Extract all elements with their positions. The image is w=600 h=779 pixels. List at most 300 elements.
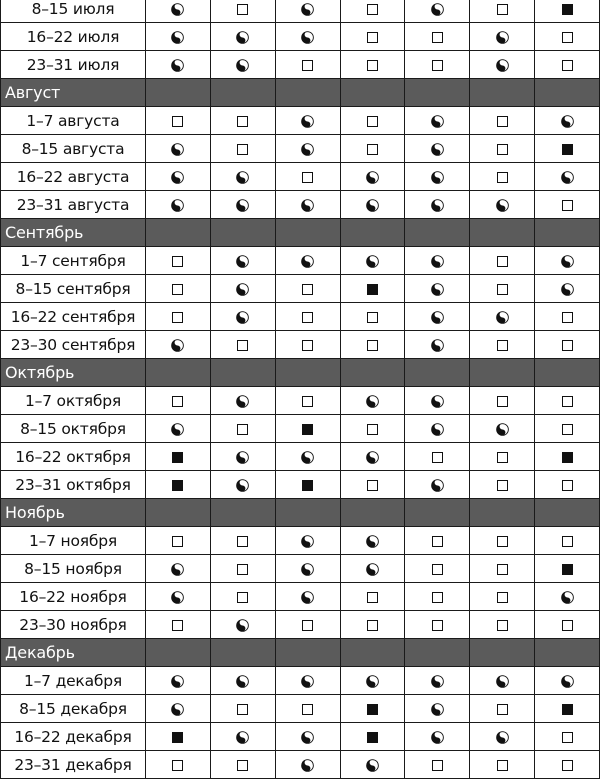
month-header-cell — [470, 499, 535, 527]
table-cell — [146, 751, 211, 779]
date-range-label: 8–15 декабря — [1, 695, 146, 723]
table-row — [1, 555, 600, 583]
table-row — [1, 527, 600, 555]
empty-square-icon — [172, 536, 183, 547]
table-cell — [340, 667, 405, 695]
month-header-cell — [340, 79, 405, 107]
yin-yang-icon — [236, 255, 249, 268]
table-cell — [210, 611, 275, 639]
table-cell — [210, 415, 275, 443]
empty-square-icon — [367, 144, 378, 155]
table-cell — [340, 135, 405, 163]
table-cell — [340, 583, 405, 611]
yin-yang-icon — [171, 3, 184, 16]
table-cell — [405, 191, 470, 219]
empty-square-icon — [302, 60, 313, 71]
month-header-row — [1, 79, 600, 107]
table-cell — [405, 387, 470, 415]
month-header-cell — [470, 639, 535, 667]
table-cell — [405, 0, 470, 23]
yin-yang-icon — [431, 115, 444, 128]
yin-yang-icon — [496, 675, 509, 688]
month-header-cell — [210, 219, 275, 247]
table-cell — [470, 443, 535, 471]
yin-yang-icon — [431, 423, 444, 436]
table-cell — [210, 23, 275, 51]
table-cell — [470, 247, 535, 275]
month-header-cell — [275, 499, 340, 527]
yin-yang-icon — [496, 199, 509, 212]
month-header-cell — [405, 359, 470, 387]
yin-yang-icon — [431, 199, 444, 212]
yin-yang-icon — [366, 535, 379, 548]
yin-yang-icon — [561, 675, 574, 688]
table-cell — [535, 275, 600, 303]
table-cell — [405, 555, 470, 583]
yin-yang-icon — [236, 311, 249, 324]
table-cell — [275, 443, 340, 471]
table-row — [1, 387, 600, 415]
month-header-cell — [146, 219, 211, 247]
table-cell — [470, 695, 535, 723]
table-cell — [405, 471, 470, 499]
yin-yang-icon — [496, 731, 509, 744]
table-cell — [275, 23, 340, 51]
table-cell — [146, 611, 211, 639]
table-cell — [535, 555, 600, 583]
table-cell — [146, 331, 211, 359]
table-cell — [535, 415, 600, 443]
table-cell — [146, 303, 211, 331]
table-cell — [470, 163, 535, 191]
table-cell — [146, 387, 211, 415]
table-cell — [210, 331, 275, 359]
table-cell — [405, 247, 470, 275]
month-header-cell — [275, 359, 340, 387]
empty-square-icon — [367, 620, 378, 631]
empty-square-icon — [172, 760, 183, 771]
date-range-label: 1–7 ноября — [1, 527, 146, 555]
table-cell — [146, 415, 211, 443]
yin-yang-icon — [171, 31, 184, 44]
table-cell — [405, 583, 470, 611]
month-header-row — [1, 219, 600, 247]
yin-yang-icon — [496, 59, 509, 72]
filled-square-icon — [562, 564, 573, 575]
table-cell — [210, 303, 275, 331]
table-cell — [146, 107, 211, 135]
month-header-cell — [470, 359, 535, 387]
filled-square-icon — [367, 704, 378, 715]
table-cell — [275, 191, 340, 219]
table-cell — [146, 0, 211, 23]
table-cell — [470, 527, 535, 555]
month-header-cell — [210, 359, 275, 387]
table-row — [1, 443, 600, 471]
table-cell — [146, 443, 211, 471]
table-cell — [275, 387, 340, 415]
yin-yang-icon — [236, 31, 249, 44]
date-range-label: 16–22 июля — [1, 23, 146, 51]
table-cell — [340, 163, 405, 191]
filled-square-icon — [562, 144, 573, 155]
yin-yang-icon — [171, 703, 184, 716]
empty-square-icon — [237, 144, 248, 155]
table-cell — [146, 163, 211, 191]
table-cell — [470, 191, 535, 219]
table-row — [1, 51, 600, 79]
month-label: Октябрь — [1, 359, 146, 387]
yin-yang-icon — [561, 591, 574, 604]
empty-square-icon — [237, 564, 248, 575]
yin-yang-icon — [236, 199, 249, 212]
date-range-label: 16–22 декабря — [1, 723, 146, 751]
table-cell — [210, 247, 275, 275]
table-cell — [275, 247, 340, 275]
table-cell — [535, 107, 600, 135]
month-header-row — [1, 359, 600, 387]
empty-square-icon — [497, 480, 508, 491]
table-cell — [535, 387, 600, 415]
table-cell — [535, 611, 600, 639]
yin-yang-icon — [431, 479, 444, 492]
empty-square-icon — [432, 452, 443, 463]
yin-yang-icon — [171, 171, 184, 184]
yin-yang-icon — [366, 199, 379, 212]
table-row — [1, 107, 600, 135]
empty-square-icon — [302, 284, 313, 295]
table-cell — [470, 23, 535, 51]
table-row — [1, 471, 600, 499]
yin-yang-icon — [366, 563, 379, 576]
yin-yang-icon — [301, 675, 314, 688]
yin-yang-icon — [301, 759, 314, 772]
table-cell — [340, 0, 405, 23]
table-cell — [340, 695, 405, 723]
empty-square-icon — [562, 60, 573, 71]
empty-square-icon — [562, 760, 573, 771]
month-header-cell — [470, 219, 535, 247]
month-label: Декабрь — [1, 639, 146, 667]
yin-yang-icon — [431, 339, 444, 352]
calendar-table-body — [1, 0, 600, 779]
month-header-cell — [405, 499, 470, 527]
table-cell — [146, 555, 211, 583]
table-cell — [340, 51, 405, 79]
table-row — [1, 247, 600, 275]
empty-square-icon — [172, 396, 183, 407]
yin-yang-icon — [301, 591, 314, 604]
date-range-label: 23–30 ноября — [1, 611, 146, 639]
date-range-label: 23–31 июля — [1, 51, 146, 79]
yin-yang-icon — [431, 3, 444, 16]
table-row — [1, 723, 600, 751]
yin-yang-icon — [301, 115, 314, 128]
table-cell — [275, 611, 340, 639]
yin-yang-icon — [301, 535, 314, 548]
empty-square-icon — [497, 536, 508, 547]
empty-square-icon — [237, 116, 248, 127]
table-cell — [535, 527, 600, 555]
table-cell — [210, 51, 275, 79]
table-cell — [340, 751, 405, 779]
yin-yang-icon — [171, 675, 184, 688]
empty-square-icon — [497, 172, 508, 183]
empty-square-icon — [237, 4, 248, 15]
table-cell — [210, 443, 275, 471]
yin-yang-icon — [301, 143, 314, 156]
table-row — [1, 23, 600, 51]
empty-square-icon — [432, 536, 443, 547]
yin-yang-icon — [366, 171, 379, 184]
empty-square-icon — [497, 144, 508, 155]
table-cell — [405, 331, 470, 359]
table-cell — [340, 247, 405, 275]
yin-yang-icon — [236, 675, 249, 688]
table-cell — [405, 723, 470, 751]
month-header-cell — [340, 219, 405, 247]
table-cell — [405, 23, 470, 51]
month-header-cell — [275, 79, 340, 107]
table-row — [1, 583, 600, 611]
empty-square-icon — [497, 592, 508, 603]
yin-yang-icon — [366, 675, 379, 688]
date-range-label: 23–30 сентября — [1, 331, 146, 359]
empty-square-icon — [302, 312, 313, 323]
table-cell — [210, 723, 275, 751]
table-cell — [146, 23, 211, 51]
table-cell — [275, 275, 340, 303]
yin-yang-icon — [301, 563, 314, 576]
table-cell — [405, 443, 470, 471]
table-cell — [405, 415, 470, 443]
table-cell — [340, 303, 405, 331]
date-range-label: 1–7 августа — [1, 107, 146, 135]
empty-square-icon — [172, 284, 183, 295]
empty-square-icon — [237, 536, 248, 547]
yin-yang-icon — [236, 395, 249, 408]
empty-square-icon — [367, 32, 378, 43]
month-header-cell — [405, 219, 470, 247]
empty-square-icon — [562, 480, 573, 491]
yin-yang-icon — [301, 199, 314, 212]
empty-square-icon — [562, 312, 573, 323]
table-cell — [146, 135, 211, 163]
empty-square-icon — [562, 340, 573, 351]
table-cell — [470, 275, 535, 303]
table-cell — [470, 471, 535, 499]
filled-square-icon — [172, 732, 183, 743]
empty-square-icon — [367, 116, 378, 127]
table-cell — [275, 135, 340, 163]
month-label: Август — [1, 79, 146, 107]
table-cell — [535, 723, 600, 751]
yin-yang-icon — [236, 171, 249, 184]
table-cell — [146, 247, 211, 275]
empty-square-icon — [367, 60, 378, 71]
table-cell — [470, 51, 535, 79]
yin-yang-icon — [431, 143, 444, 156]
table-cell — [470, 331, 535, 359]
table-cell — [405, 107, 470, 135]
filled-square-icon — [302, 480, 313, 491]
table-cell — [146, 527, 211, 555]
empty-square-icon — [237, 704, 248, 715]
table-row — [1, 415, 600, 443]
yin-yang-icon — [431, 283, 444, 296]
table-cell — [470, 0, 535, 23]
table-cell — [275, 163, 340, 191]
empty-square-icon — [302, 620, 313, 631]
empty-square-icon — [367, 312, 378, 323]
date-range-label: 23–31 декабря — [1, 751, 146, 779]
empty-square-icon — [302, 704, 313, 715]
empty-square-icon — [367, 424, 378, 435]
yin-yang-icon — [366, 255, 379, 268]
yin-yang-icon — [236, 451, 249, 464]
date-range-label: 16–22 августа — [1, 163, 146, 191]
empty-square-icon — [497, 452, 508, 463]
table-cell — [470, 135, 535, 163]
table-cell — [275, 471, 340, 499]
month-header-cell — [535, 359, 600, 387]
table-cell — [340, 275, 405, 303]
yin-yang-icon — [301, 451, 314, 464]
table-cell — [146, 723, 211, 751]
empty-square-icon — [367, 592, 378, 603]
table-cell — [275, 107, 340, 135]
table-cell — [340, 23, 405, 51]
month-header-cell — [146, 639, 211, 667]
yin-yang-icon — [366, 395, 379, 408]
empty-square-icon — [562, 732, 573, 743]
table-cell — [535, 303, 600, 331]
date-range-label: 1–7 сентября — [1, 247, 146, 275]
yin-yang-icon — [496, 423, 509, 436]
date-range-label: 16–22 октября — [1, 443, 146, 471]
yin-yang-icon — [171, 59, 184, 72]
empty-square-icon — [497, 704, 508, 715]
table-cell — [470, 723, 535, 751]
empty-square-icon — [432, 760, 443, 771]
month-header-row — [1, 639, 600, 667]
filled-square-icon — [367, 284, 378, 295]
yin-yang-icon — [171, 339, 184, 352]
table-cell — [210, 527, 275, 555]
table-cell — [535, 247, 600, 275]
table-cell — [275, 51, 340, 79]
empty-square-icon — [497, 620, 508, 631]
filled-square-icon — [562, 4, 573, 15]
table-cell — [470, 387, 535, 415]
empty-square-icon — [497, 116, 508, 127]
table-cell — [535, 667, 600, 695]
date-range-label: 8–15 августа — [1, 135, 146, 163]
empty-square-icon — [562, 536, 573, 547]
yin-yang-icon — [171, 423, 184, 436]
empty-square-icon — [432, 620, 443, 631]
month-header-cell — [275, 219, 340, 247]
month-header-cell — [146, 79, 211, 107]
date-range-label: 1–7 декабря — [1, 667, 146, 695]
month-header-row — [1, 499, 600, 527]
table-cell — [535, 51, 600, 79]
table-cell — [470, 611, 535, 639]
month-header-cell — [340, 359, 405, 387]
table-cell — [340, 415, 405, 443]
table-cell — [146, 695, 211, 723]
month-header-cell — [535, 79, 600, 107]
table-row — [1, 751, 600, 779]
empty-square-icon — [497, 340, 508, 351]
yin-yang-icon — [236, 59, 249, 72]
table-cell — [405, 667, 470, 695]
table-cell — [146, 583, 211, 611]
table-cell — [405, 303, 470, 331]
table-row — [1, 135, 600, 163]
table-cell — [535, 331, 600, 359]
yin-yang-icon — [366, 451, 379, 464]
table-cell — [210, 751, 275, 779]
empty-square-icon — [237, 760, 248, 771]
empty-square-icon — [367, 480, 378, 491]
table-cell — [210, 107, 275, 135]
empty-square-icon — [432, 60, 443, 71]
table-row — [1, 275, 600, 303]
yin-yang-icon — [431, 703, 444, 716]
date-range-label: 23–31 октября — [1, 471, 146, 499]
yin-yang-icon — [431, 255, 444, 268]
table-cell — [535, 0, 600, 23]
table-cell — [210, 135, 275, 163]
month-header-cell — [275, 639, 340, 667]
empty-square-icon — [497, 284, 508, 295]
yin-yang-icon — [171, 591, 184, 604]
table-cell — [405, 135, 470, 163]
yin-yang-icon — [301, 255, 314, 268]
table-cell — [275, 555, 340, 583]
date-range-label: 8–15 июля — [1, 0, 146, 23]
table-cell — [210, 555, 275, 583]
table-row — [1, 303, 600, 331]
table-cell — [340, 471, 405, 499]
table-row — [1, 0, 600, 23]
table-cell — [470, 667, 535, 695]
table-cell — [535, 23, 600, 51]
yin-yang-icon — [431, 311, 444, 324]
table-cell — [146, 667, 211, 695]
empty-square-icon — [497, 564, 508, 575]
table-cell — [340, 611, 405, 639]
date-range-label: 8–15 ноября — [1, 555, 146, 583]
empty-square-icon — [237, 424, 248, 435]
yin-yang-icon — [561, 255, 574, 268]
yin-yang-icon — [301, 3, 314, 16]
table-cell — [535, 751, 600, 779]
table-cell — [535, 163, 600, 191]
table-cell — [340, 723, 405, 751]
yin-yang-icon — [171, 563, 184, 576]
month-header-cell — [535, 499, 600, 527]
empty-square-icon — [302, 340, 313, 351]
yin-yang-icon — [171, 199, 184, 212]
table-cell — [210, 0, 275, 23]
empty-square-icon — [497, 256, 508, 267]
empty-square-icon — [497, 396, 508, 407]
table-cell — [535, 695, 600, 723]
empty-square-icon — [302, 172, 313, 183]
table-row — [1, 191, 600, 219]
